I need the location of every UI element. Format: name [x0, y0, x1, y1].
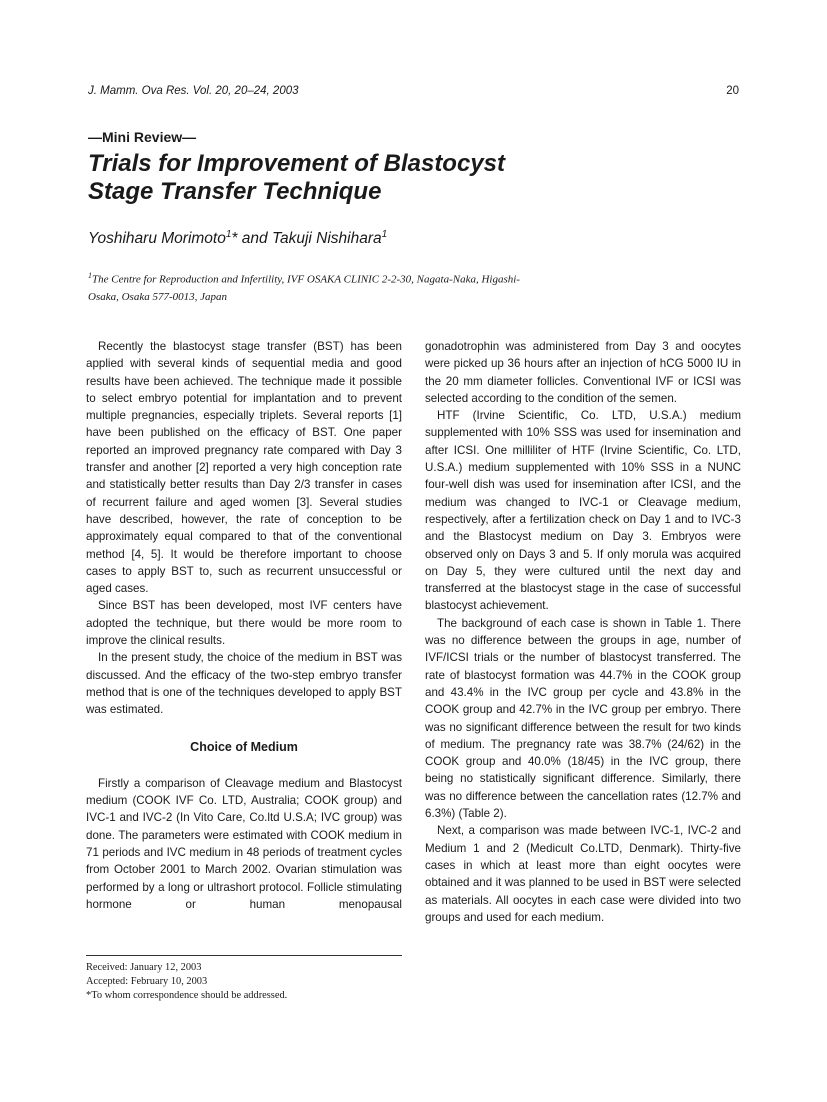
corresponding-mark: *	[231, 230, 238, 248]
article-type-label: —Mini Review—	[88, 129, 197, 145]
title-line-1: Trials for Improvement of Blastocyst	[88, 150, 505, 177]
affiliation-marker: 1	[88, 271, 92, 280]
affiliation-marker: 1	[225, 229, 232, 240]
footnote-divider	[86, 955, 402, 956]
author-name: Takuji Nishihara	[271, 230, 382, 248]
right-column	[425, 338, 741, 926]
body-paragraph: Since BST has been developed, most IVF centers have adopted the technique, but there would be more room to improve the clinical results.	[86, 599, 402, 648]
body-paragraph: In the present study, the choice of the medium in BST was discussed. And the efficacy of the two-step embryo transfer method that is one of the techniques developed to apply BST was estimated.	[86, 651, 402, 717]
author-list	[88, 229, 387, 248]
body-paragraph: HTF (Irvine Scientific, Co. LTD, U.S.A.) medium supplemented with 10% SSS was used for insemination and after ICSI. One milliliter of HTF (Irvine Scientific, Co. LTD, U.S.A.) medium supplemented with 10% SSS in a NUNC four-well dish was used for insemination after ICSI, and the medium was changed to IVC-1 or Cleavage medium, respectively, after a fertilization check on Day 1 and to IVC-3 and the Blastocyst medium on Day 3. Embryos were observed only on Days 3 and 5. If only morula was acquired on Day 5, they were cultured until the next day and transferred at the blastocyst stage in the case of successful blastocyst achievement.	[425, 409, 741, 613]
accepted-date: Accepted: February 10, 2003	[86, 976, 208, 987]
article-title	[88, 150, 608, 206]
body-paragraph: gonadotrophin was administered from Day 3 and oocytes were picked up 36 hours after an injection of hCG 5000 IU in the 20 mm diameter follicles. Conventional IVF or ICSI was selected according to the condition of the semen.	[425, 340, 741, 405]
footnotes	[86, 961, 287, 1003]
section-heading: Choice of Medium	[190, 739, 298, 754]
affiliation-line: Osaka, Osaka 577-0013, Japan	[88, 290, 228, 303]
page-number: 20	[726, 85, 739, 97]
journal-citation: J. Mamm. Ova Res. Vol. 20, 20–24, 2003	[88, 85, 299, 97]
left-column	[86, 338, 402, 913]
body-paragraph: Firstly a comparison of Cleavage medium and Blastocyst medium (COOK IVF Co. LTD, Australia; COOK group) and IVC-1 and IVC-2 (In Vito Care, Co.ltd U.S.A; IVC group) was done. The parameters were estimated with COOK medium in 71 periods and IVC medium in 48 periods of treatment cycles from October 2001 to March 2002. Ovarian stimulation was performed by a long or ultrashort protocol. Follicle stimulating hormone or human menopausal	[86, 776, 402, 911]
author-conjunction: and	[237, 230, 272, 248]
body-paragraph: Recently the blastocyst stage transfer (BST) has been applied with several kinds of sequential media and good results have been achieved. The technique made it possible to select embryo potential for implantation and to prevent multiple pregnancies, especially triplets. Several reports [1] have been published on the efficacy of BST. One paper reported an improved pregnancy rate compared with Day 3 transfer and another [2] reported a very high conception rate and statistically better results than Day 2/3 transfer in cases of recurrent failure and aged women [3]. Several studies have described, however, the rate of conception to be approximately equal compared to that of the conventional method [4, 5]. It would be therefore important to choose cases to apply BST to, such as recurrent unsuccessful or aged cases.	[86, 340, 402, 596]
affiliation	[88, 267, 628, 306]
affiliation-line: The Centre for Reproduction and Infertility, IVF OSAKA CLINIC 2-2-30, Nagata-Naka, Higashi-	[92, 273, 520, 286]
author-name: Yoshiharu Morimoto	[88, 230, 226, 248]
title-line-2: Stage Transfer Technique	[88, 178, 382, 205]
received-date: Received: January 12, 2003	[86, 962, 202, 973]
body-paragraph: The background of each case is shown in Table 1. There was no difference between the groups in age, number of IVF/ICSI trials or the number of blastocyst transferred. The rate of blastocyst formation was 44.7% in the COOK group and 43.4% in the IVC group per cycle and 43.8% in the COOK group and 42.7% in the IVC group per embryo. There was no significant difference between the result for two kinds of medium. The pregnancy rate was 38.7% (24/62) in the COOK group and 40.0% (18/45) in the IVC group, there being no statistically significant difference. Similarly, there was no difference between the cancellation rates (12.7% and 6.3%) (Table 2).	[425, 616, 741, 821]
affiliation-marker: 1	[381, 229, 388, 240]
body-paragraph: Next, a comparison was made between IVC-1, IVC-2 and Medium 1 and 2 (Medicult Co.LTD, Denmark). Thirty-five cases in which at least more than eight oocytes were obtained and it was planned to be used in BST were selected as materials. All oocytes in each case were divided into two groups and used for each medium.	[425, 824, 741, 924]
correspondence-note: *To whom correspondence should be addressed.	[86, 990, 288, 1001]
